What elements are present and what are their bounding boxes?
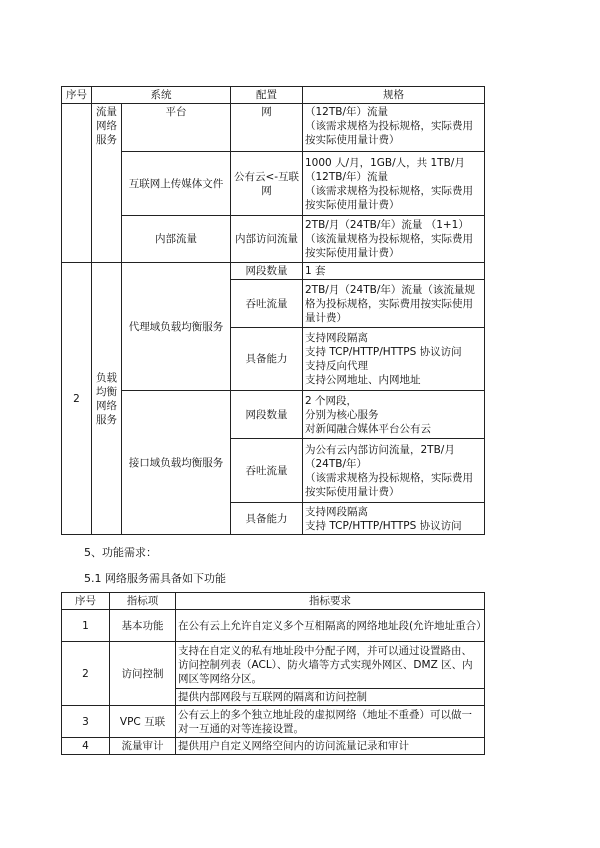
t2-header-req: 指标要求 [176,593,485,610]
section-5-heading: 5、功能需求： [84,546,157,559]
t2-r2-item: 访问控制 [110,642,176,706]
g2s1-r1-spec: 1 套 [303,263,485,280]
group2-name: 负载 均衡 网络 服务 [92,263,122,535]
g2s2-r3-spec: 支持网段隔离 支持 TCP/HTTP/HTTPS 协议访问 [303,503,485,535]
t2-r3-req: 公有云上的多个独立地址段的虚拟网络（地址不重叠）可以做一对一互通的对等连接设置。 [176,706,485,738]
t2-r3-no: 3 [62,706,110,738]
header-config: 配置 [231,87,303,104]
g1-r2-system: 互联网上传媒体文件 [122,152,231,216]
t2-r1-item: 基本功能 [110,610,176,642]
function-requirements-table [61,592,485,755]
g2s2-r2-config: 吞吐流量 [231,439,303,503]
g2s1-r3-config: 具备能力 [231,328,303,391]
header-no: 序号 [62,87,92,104]
t2-r3-item: VPC 互联 [110,706,176,738]
g2-sub2-name: 接口域负载均衡服务 [122,391,231,535]
t2-r4-item: 流量审计 [110,738,176,755]
group1-name: 流量 网络 服务 [92,104,122,263]
g2s1-r1-config: 网段数量 [231,263,303,280]
g1-r3-system: 内部流量 [122,216,231,263]
network-spec-table [61,86,485,535]
t2-r4-no: 4 [62,738,110,755]
t2-r2-no: 2 [62,642,110,706]
g2s1-r3-spec: 支持网段隔离 支持 TCP/HTTP/HTTPS 协议访问 支持反向代理 支持公网地址、内网地址 [303,328,485,391]
t2-r2-req: 支持在自定义的私有地址段中分配子网，并可以通过设置路由、访问控制列表（ACL）、防火墙等方式实现外网区、DMZ 区、内网区等网络分区。 [176,642,485,689]
g1-r3-spec: 2TB/月（24TB/年）流量 （1+1） （该流量规格为投标规格，实际费用按实际使用量计费） [303,216,485,263]
g1-r2-spec: 1000 人/月，1GB/人，共 1TB/月（12TB/年）流量 （该需求规格为投标规格，实际费用按实际使用量计费） [303,152,485,216]
group1-no-cell [62,104,92,263]
g2s2-r1-spec: 2 个网段， 分别为核心服务 对新闻融合媒体平台公有云 [303,391,485,439]
header-system: 系统 [92,87,231,104]
t2-header-no: 序号 [62,593,110,610]
t2-r2-req2: 提供内部网段与互联网的隔离和访问控制 [176,689,485,706]
g1-r1-system: 平台 [122,104,231,152]
g2s2-r1-config: 网段数量 [231,391,303,439]
g1-r1-config: 网 [231,104,303,152]
group2-no: 2 [62,263,92,535]
t2-r4-req: 提供用户自定义网络空间内的访问流量记录和审计 [176,738,485,755]
g1-r3-config: 内部访问流量 [231,216,303,263]
g2-sub1-name: 代理域负载均衡服务 [122,263,231,391]
t2-r1-no: 1 [62,610,110,642]
header-spec: 规格 [303,87,485,104]
g2s2-r2-spec: 为公有云内部访问流量，2TB/月（24TB/年） （该需求规格为投标规格，实际费用按实际使用量计费） [303,439,485,503]
g1-r2-config: 公有云<-互联网 [231,152,303,216]
g2s1-r2-config: 吞吐流量 [231,280,303,328]
section-5-1-heading: 5.1 网络服务需具备如下功能 [84,572,226,585]
g2s2-r3-config: 具备能力 [231,503,303,535]
g2s1-r2-spec: 2TB/月（24TB/年）流量（该流量规格为投标规格，实际费用按实际使用量计费） [303,280,485,328]
g1-r1-spec: （12TB/年）流量 （该需求规格为投标规格，实际费用按实际使用量计费） [303,104,485,152]
t2-header-item: 指标项 [110,593,176,610]
t2-r1-req: 在公有云上允许自定义多个互相隔离的网络地址段(允许地址重合） [176,610,485,642]
